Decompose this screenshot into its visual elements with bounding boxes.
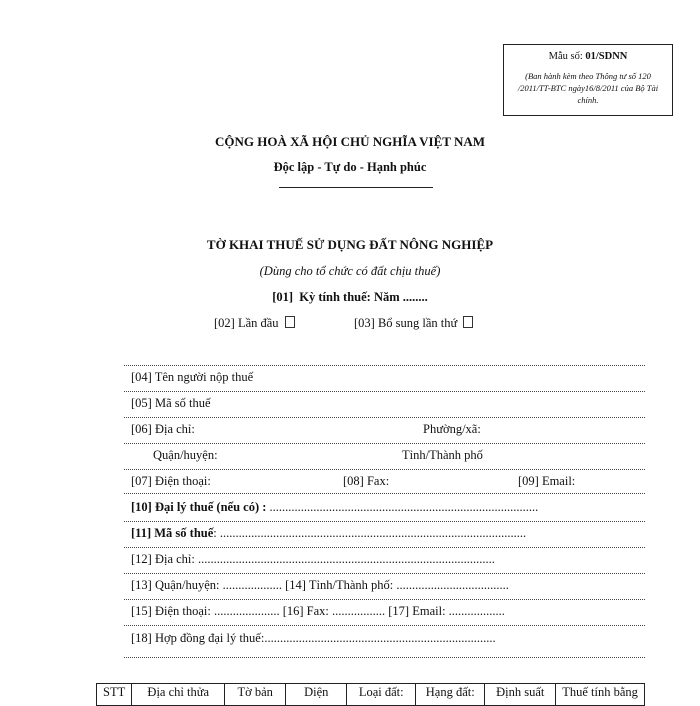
first-time-checkbox[interactable] (285, 316, 295, 328)
tax-period (0, 290, 700, 305)
agent-tax-code-label: [11] Mã số thuế (131, 526, 214, 540)
first-time-label: [02] Lần đầu (214, 316, 279, 330)
table-header-cell: Thuế tính bằng (556, 684, 645, 706)
phone-field[interactable]: [07] Điện thoại: (131, 474, 211, 488)
first-time-option[interactable] (214, 316, 295, 331)
table-header-cell: Địa chỉ thửa (132, 684, 225, 706)
dotted-line (124, 417, 645, 418)
form-code: 01/SDNN (585, 51, 628, 62)
tax-agent-label: [10] Đại lý thuế (nếu có) : (131, 500, 267, 514)
form-code-label: Mẫu số: (548, 51, 583, 62)
tax-agent-fill: ...................................................................................... (269, 500, 539, 514)
national-motto: Độc lập - Tự do - Hạnh phúc (273, 160, 427, 174)
tax-code-field[interactable]: [05] Mã số thuế (131, 396, 211, 410)
form-title: TỜ KHAI THUẾ SỬ DỤNG ĐẤT NÔNG NGHIỆP (206, 237, 494, 252)
dotted-line (124, 547, 645, 548)
tax-period-code: [01] (272, 290, 294, 304)
agent-contract-field[interactable]: [18] Hợp đồng đại lý thuế:.......................................................................... (131, 631, 496, 645)
ward-field[interactable]: Phường/xã: (423, 422, 481, 436)
table-header-cell: Loại đất: (347, 684, 416, 706)
supplement-label: [03] Bổ sung lần thứ (354, 316, 458, 330)
fax-field[interactable]: [08] Fax: (343, 474, 390, 488)
table-header-cell: Tờ bản (225, 684, 286, 706)
dotted-line (124, 443, 645, 444)
dotted-line (124, 625, 645, 626)
land-table (96, 683, 645, 706)
table-header-cell: Diện (286, 684, 347, 706)
tax-period-label[interactable]: Kỳ tính thuế: Năm ........ (299, 290, 428, 304)
form-code-line (504, 51, 672, 62)
address-field[interactable]: [06] Địa chỉ: (131, 422, 195, 436)
dotted-line (124, 391, 645, 392)
tax-agent-field[interactable] (131, 500, 538, 515)
form-issued-note: (Ban hành kèm theo Thông tư số 120 /2011/TT-BTC ngày16/8/2011 của Bộ Tài chính. (517, 71, 659, 105)
agent-address-field[interactable]: [12] Địa chỉ: ............................................................................................... (131, 552, 495, 566)
dotted-line (124, 599, 645, 600)
agent-tax-code-field[interactable] (131, 526, 526, 541)
form-subtitle: (Dùng cho tổ chức có đất chịu thuế) (259, 264, 441, 278)
form-number-box (503, 44, 673, 116)
table-header-cell: STT (97, 684, 132, 706)
agent-tax-code-fill: : .................................................................................................. (213, 526, 527, 540)
dotted-line (124, 365, 645, 366)
table-header-cell: Hạng đất: (416, 684, 485, 706)
district-field[interactable]: Quận/huyện: (153, 448, 218, 462)
agent-contact-field[interactable]: [15] Điện thoại: ..................... [16] Fax: ................. [17] Email: .................. (131, 604, 505, 618)
agent-district-province-field[interactable]: [13] Quận/huyện: ................... [14] Tỉnh/Thành phố: .................................... (131, 578, 509, 592)
email-field[interactable]: [09] Email: (518, 474, 576, 488)
dotted-line (124, 469, 645, 470)
country-name: CỘNG HOÀ XÃ HỘI CHỦ NGHĨA VIỆT NAM (214, 134, 486, 149)
motto-underline (279, 187, 433, 188)
province-field[interactable]: Tỉnh/Thành phố (402, 448, 483, 462)
table-header-row (97, 684, 645, 706)
supplement-option[interactable] (354, 316, 473, 331)
dotted-line (124, 521, 645, 522)
taxpayer-name-field[interactable]: [04] Tên người nộp thuế (131, 370, 254, 384)
dotted-line (124, 657, 645, 658)
dotted-line (124, 493, 645, 494)
supplement-checkbox[interactable] (463, 316, 473, 328)
dotted-line (124, 573, 645, 574)
table-header-cell: Định suất (485, 684, 556, 706)
